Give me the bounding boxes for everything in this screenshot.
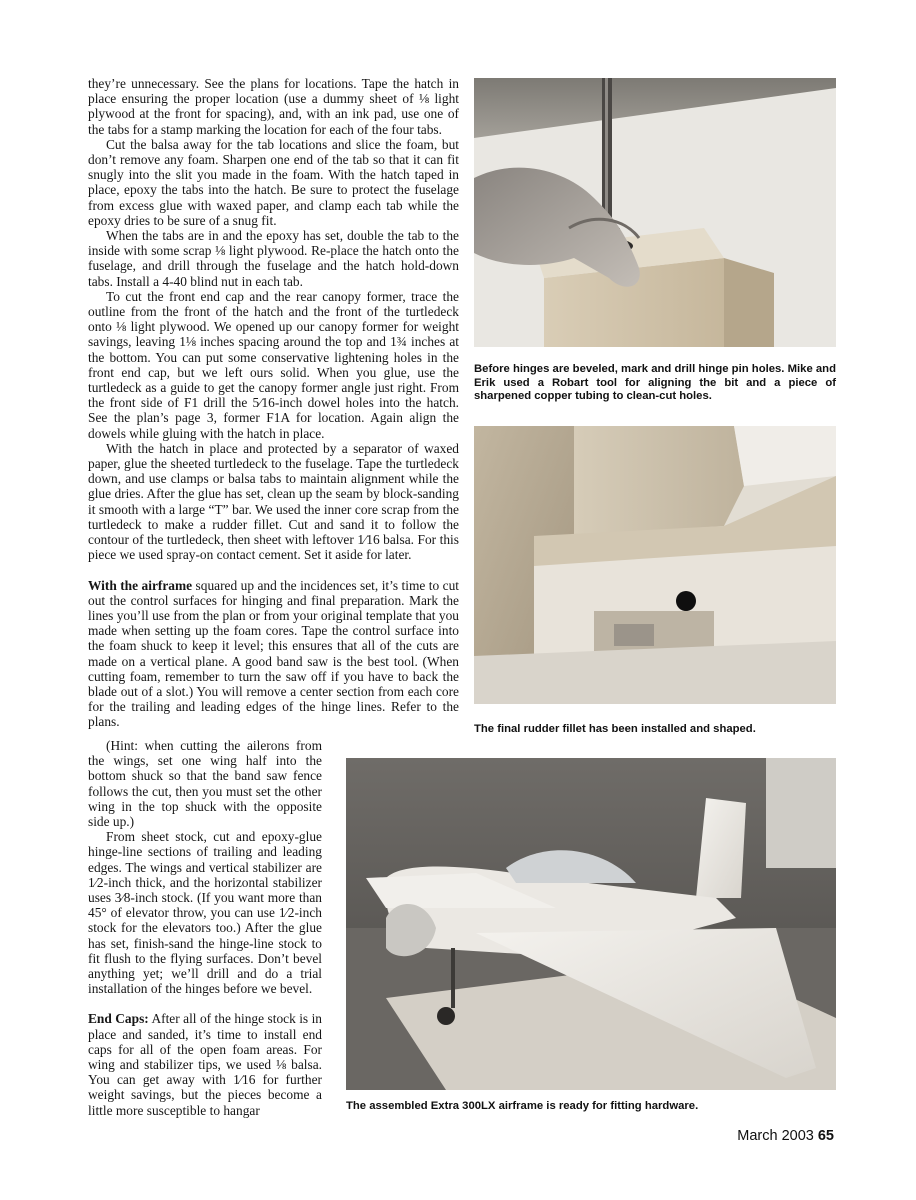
- caption-rudder-fillet: The final rudder fillet has been installed and shaped.: [474, 723, 756, 735]
- paragraph: When the tabs are in and the epoxy has set, double the tab to the inside with some scrap ⅛ light plywood. Re-place the hatch onto the fuselage, and drill through the fuselage and the hatch hold-down tabs. Install a 4-40 blind nut in each tab.: [88, 228, 459, 289]
- issue-date: March 2003: [737, 1128, 814, 1144]
- photo-rudder-fillet: [474, 426, 836, 704]
- paragraph: After all of the hinge stock is in place and sanded, it’s time to install end caps for all of the open foam areas. For wing and stabilizer tips, we used ⅛ balsa. You can get away with 1⁄16 for further weight savings, but the pieces become a little more susceptible to hangar: [88, 1011, 322, 1118]
- paragraph: To cut the front end cap and the rear canopy former, trace the outline from the front of the hatch and the front of the turtledeck onto ⅛ light plywood. We opened up our canopy former for weight savings, leaving 1⅛ inches spacing around the top and 1¾ inches at the bottom. You can put some conservative lightening holes in the front end cap, but we left ours solid. When you glue, use the turtledeck as a guide to get the canopy former angle just right. From the front side of F1 drill the 5⁄16-inch dowel holes into the hatch. See the plan’s page 3, former F1A for location. Again align the dowels while gluing with the hatch in place.: [88, 288, 459, 441]
- photo-rudder-fillet-image: [474, 426, 836, 704]
- caption-assembled-airframe: The assembled Extra 300LX airframe is ready for fitting hardware.: [346, 1100, 699, 1112]
- paragraph: they’re unnecessary. See the plans for locations. Tape the hatch in place ensuring the proper location (use a dummy sheet of ⅛ light plywood at the front for spacing), and, with an ink pad, use one of the tabs for a stamp marking the location for each of the four tabs.: [88, 76, 459, 137]
- page-footer: [737, 1128, 834, 1144]
- paragraph: Cut the balsa away for the tab locations and slice the foam, but don’t remove any foam. Sharpen one end of the tab so that it can fit snugly into the slit you made in the foam. With the hatch taped in place, epoxy the tabs into the hatch. Be sure to protect the fuselage from excess glue with waxed paper, and clamp each tab while the epoxy dries to be sure of a snug fit.: [88, 136, 459, 228]
- article-column-top: [88, 76, 459, 730]
- paragraph: With the hatch in place and protected by a separator of waxed paper, glue the sheeted turtledeck to the fuselage. Tape the turtledeck down, and use clamps or balsa tabs to maintain alignment while the glue dries. After the glue has set, clean up the seam by block-sanding it smooth with a large “T” bar. We used the inner core scrap from the turtledeck to make a rudder fillet. Cut and sand it to follow the contour of the turtledeck, then sheet with leftover 1⁄16 balsa. For this piece we used spray-on contact cement. Set it aside for later.: [88, 440, 459, 563]
- article-column-bottom: [88, 738, 322, 1118]
- caption-hinge-drilling: Before hinges are beveled, mark and drill hinge pin holes. Mike and Erik used a Robart tool for aligning the bit and a piece of sharpened copper tubing to clean-cut holes.: [474, 363, 836, 403]
- page-number: 65: [817, 1128, 834, 1144]
- photo-hinge-drilling: [474, 78, 836, 347]
- section-lead-airframe: With the airframe: [88, 577, 193, 593]
- section-lead-end-caps: End Caps:: [88, 1011, 149, 1027]
- section-end-caps: [88, 1011, 322, 1117]
- paragraph: (Hint: when cutting the ailerons from the wings, set one wing half into the bottom shuck so that the band saw fence follows the cut, then you must set the other wing in the top shuck with the opposite side up.): [88, 738, 322, 830]
- photo-hinge-drilling-image: [474, 78, 836, 347]
- paragraph: From sheet stock, cut and epoxy-glue hinge-line sections of trailing and leading edges. The wings and vertical stabilizer are 1⁄2-inch thick, and the horizontal stabilizer uses 3⁄8-inch stock. (If you want more than 45° of elevator throw, you can use 1⁄2-inch stock for the elevators too.) After the glue has set, finish-sand the hinge-line stock to fit flush to the flying surfaces. Don’t bevel anything yet; we’ll drill and do a trial installation of the hinges before we bevel.: [88, 829, 322, 997]
- photo-assembled-airframe: [346, 758, 836, 1090]
- paragraph: squared up and the incidences set, it’s time to cut out the control surfaces for hinging and final preparation. Mark the lines you’ll use from the plan or from your original template that you made when setting up the foam cores. Tape the control surface into the foam shuck to keep it level; this ensures that all of the cuts are made on a vertical plane. A good band saw is the best tool. (When cutting foam, remember to turn the saw off if you have to back the blade out of a slot.) You will remove a center section from each core for the trailing and leading edges of the hinge lines. Refer to the plans.: [88, 577, 459, 730]
- photo-assembled-airframe-image: [346, 758, 836, 1090]
- section-airframe: [88, 578, 459, 730]
